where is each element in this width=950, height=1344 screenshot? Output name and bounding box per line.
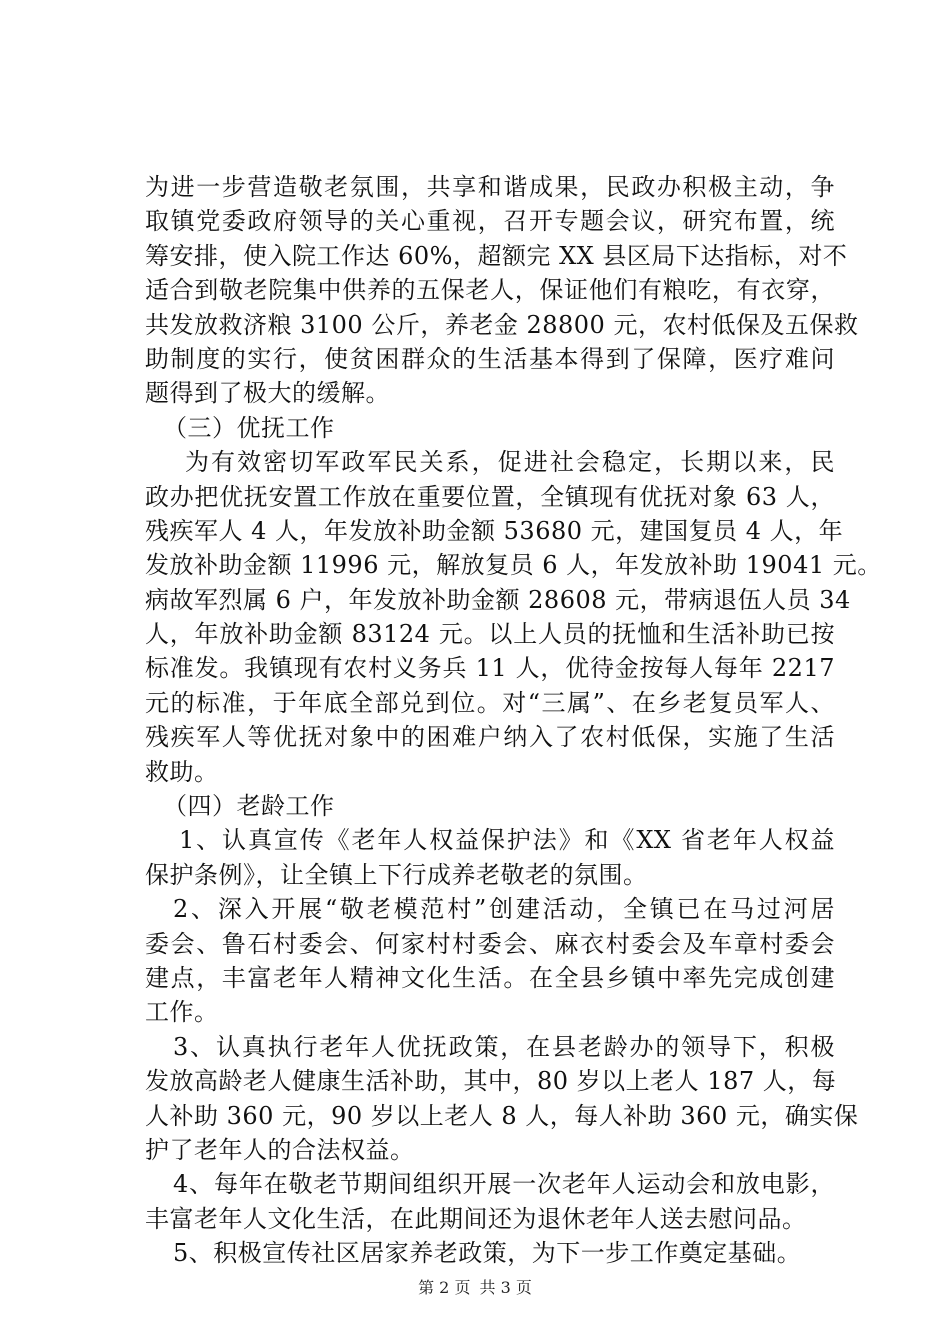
text-line: 建点，丰富老年人精神文化生活。在全县乡镇中率先完成创建 <box>145 963 835 992</box>
text-line: 残疾军人 4 人，年发放补助金额 53680 元，建国复员 4 人，年 <box>145 516 844 545</box>
text-line: 保护条例》，让全镇上下行成养老敬老的氛围。 <box>145 860 648 889</box>
text-line: 委会、鲁石村委会、何家村村委会、麻衣村委会及车章村委会 <box>145 929 835 958</box>
text-line: 人补助 360 元，90 岁以上老人 8 人，每人补助 360 元，确实保 <box>145 1101 859 1130</box>
section-heading: （四）老龄工作 <box>163 792 335 821</box>
text-line: 2、深入开展“敬老模范村”创建活动，全镇已在马过河居 <box>173 895 835 924</box>
text-line: 题得到了极大的缓解。 <box>145 379 390 408</box>
text-line: 筹安排，使入院工作达 60%，超额完 XX 县区局下达指标，对不 <box>145 241 848 270</box>
text-line: 为有效密切军政军民关系，促进社会稳定，长期以来，民 <box>185 448 835 477</box>
text-line: 3、认真执行老年人优抚政策，在县老龄办的领导下，积极 <box>173 1032 835 1061</box>
text-line: 适合到敬老院集中供养的五保老人，保证他们有粮吃，有衣穿， <box>145 276 835 305</box>
text-line: 病故军烈属 6 户，年发放补助金额 28608 元，带病退伍人员 34 <box>145 585 851 614</box>
text-line: 工作。 <box>145 998 219 1027</box>
text-line: 残疾军人等优抚对象中的困难户纳入了农村低保，实施了生活 <box>145 723 835 752</box>
text-line: 发放高龄老人健康生活补助，其中，80 岁以上老人 187 人，每 <box>145 1067 837 1096</box>
text-line: 取镇党委政府领导的关心重视，召开专题会议，研究布置，统 <box>145 207 835 236</box>
text-line: 发放补助金额 11996 元，解放复员 6 人，年发放补助 19041 元。 <box>145 551 882 580</box>
text-line: 1、认真宣传《老年人权益保护法》和《XX 省老年人权益 <box>179 826 835 855</box>
text-line: 共发放救济粮 3100 公斤，养老金 28800 元，农村低保及五保救 <box>145 310 859 339</box>
section-heading: （三）优抚工作 <box>163 413 335 442</box>
text-line: 5、积极宣传社区居家养老政策，为下一步工作奠定基础。 <box>173 1239 802 1268</box>
document-body <box>145 170 882 1271</box>
text-line: 救助。 <box>145 757 219 786</box>
text-line: 丰富老年人文化生活，在此期间还为退休老年人送去慰问品。 <box>145 1204 807 1233</box>
text-line: 人，年放补助金额 83124 元。以上人员的抚恤和生活补助已按 <box>145 620 835 649</box>
text-line: 4、每年在敬老节期间组织开展一次老年人运动会和放电影， <box>173 1170 835 1199</box>
text-line: 为进一步营造敬老氛围，共享和谐成果，民政办积极主动，争 <box>145 173 835 201</box>
text-line: 护了老年人的合法权益。 <box>145 1135 415 1164</box>
text-line: 助制度的实行，使贫困群众的生活基本得到了保障，医疗难问 <box>145 344 835 373</box>
text-line: 政办把优抚安置工作放在重要位置，全镇现有优抚对象 63 人， <box>145 482 835 511</box>
page-total: 共 3 页 <box>479 1278 532 1297</box>
text-line: 标准发。我镇现有农村义务兵 11 人，优待金按每人每年 2217 <box>145 654 835 683</box>
text-line: 元的标准，于年底全部兑到位。对“三属”、在乡老复员军人、 <box>145 688 835 717</box>
page-footer <box>0 1275 950 1298</box>
page-number: 第 2 页 <box>418 1278 471 1297</box>
